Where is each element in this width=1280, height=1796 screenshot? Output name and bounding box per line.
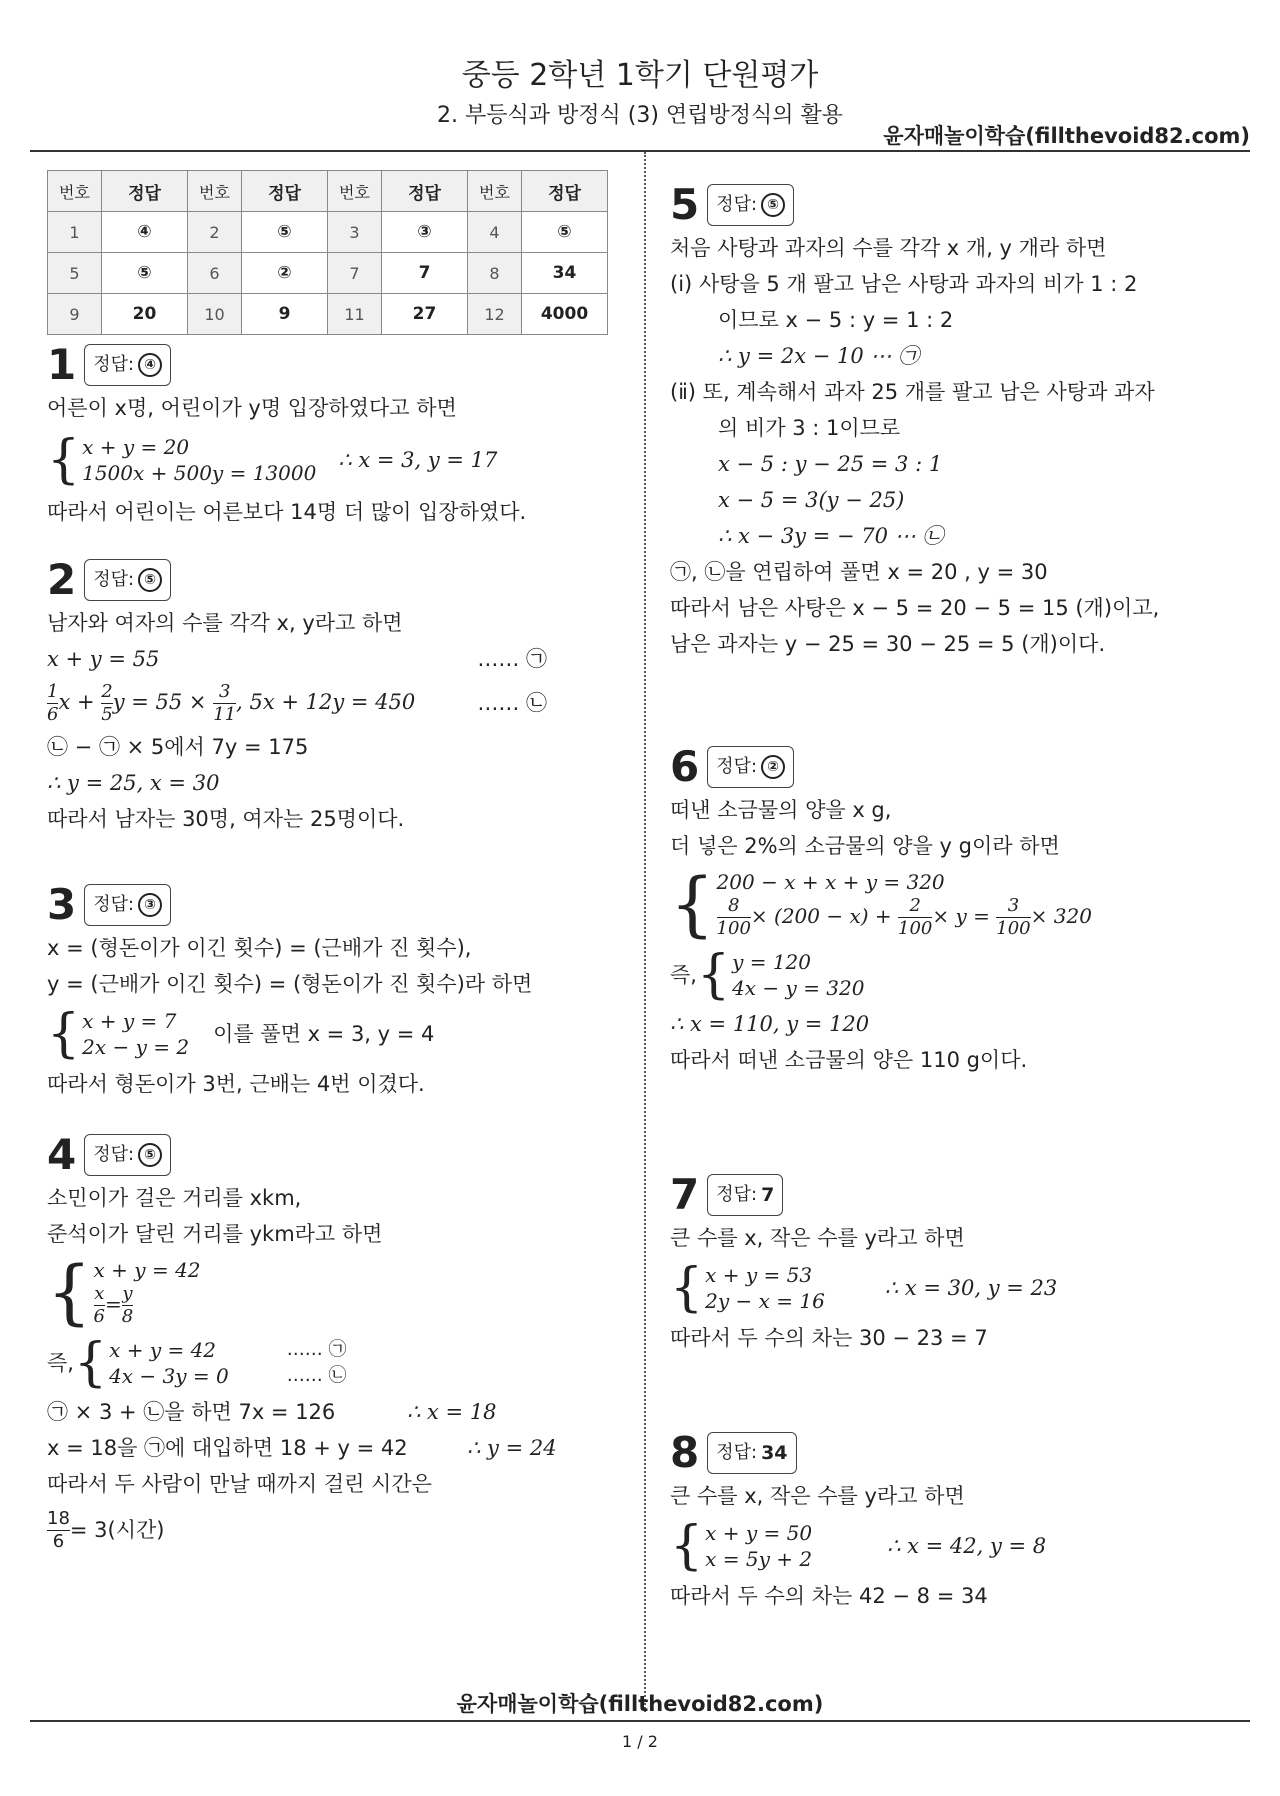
- table-cell-answer: ②: [242, 253, 328, 294]
- answer-table-header: [48, 171, 608, 212]
- answer-circle: ⑤: [761, 193, 785, 217]
- answer-circle: ④: [138, 353, 162, 377]
- table-cell-num: 6: [188, 253, 242, 294]
- page-subtitle: 2. 부등식과 방정식 (3) 연립방정식의 활용: [437, 103, 843, 128]
- text-line: 떠낸 소금물의 양을 x g,: [670, 798, 892, 822]
- solution: 이를 풀면 x = 3, y = 4: [213, 1022, 435, 1046]
- problem-1: [47, 340, 526, 530]
- text-line: ㉡ − ㉠ × 5에서 7y = 175: [47, 735, 309, 759]
- equation: ∴ x − 3y = − 70 ⋯ ㉡: [718, 524, 944, 548]
- text-line: 큰 수를 x, 작은 수를 y라고 하면: [670, 1226, 965, 1250]
- marker: …… ㉠: [477, 647, 547, 671]
- equation: x − 5 = 3(y − 25): [718, 488, 905, 512]
- header-num: 번호: [188, 171, 242, 212]
- problem-number: 4: [47, 1130, 77, 1179]
- conclusion: 따라서 떠낸 소금물의 양은 110 g이다.: [670, 1048, 1028, 1072]
- text-line: 남은 과자는 y − 25 = 30 − 25 = 5 (개)이다.: [670, 632, 1106, 656]
- conclusion: 따라서 남자는 30명, 여자는 25명이다.: [47, 807, 405, 831]
- text-line: 의 비가 3 : 1이므로: [718, 416, 901, 440]
- text-line: (ⅰ) 사탕을 5 개 팔고 남은 사탕과 과자의 비가 1 : 2: [670, 272, 1138, 296]
- table-cell-answer: 4000: [522, 294, 608, 335]
- table-row: [48, 212, 608, 253]
- answer-box: 정답: ⑤: [84, 1134, 171, 1176]
- solution: ∴ x = 110, y = 120: [670, 1012, 870, 1036]
- page-title: 중등 2학년 1학기 단원평가: [461, 58, 819, 93]
- equation: x − 5 : y − 25 = 3 : 1: [718, 452, 943, 476]
- text-line: ㉠, ㉡을 연립하여 풀면 x = 20 , y = 30: [670, 560, 1048, 584]
- problem-number: 1: [47, 340, 77, 389]
- table-cell-answer: 27: [382, 294, 468, 335]
- text-line: 따라서 남은 사탕은 x − 5 = 20 − 5 = 15 (개)이고,: [670, 596, 1160, 620]
- text-line: 더 넣은 2%의 소금물의 양을 y g이라 하면: [670, 834, 1060, 858]
- table-row: [48, 294, 608, 335]
- answer-box: 정답: ②: [707, 746, 794, 788]
- conclusion: 따라서 두 수의 차는 30 − 23 = 7: [670, 1326, 988, 1350]
- text-line: 준석이가 달린 거리를 ykm라고 하면: [47, 1222, 383, 1246]
- text-line: x = 18을 ㉠에 대입하면 18 + y = 42: [47, 1436, 408, 1460]
- conclusion: = 3(시간): [69, 1518, 165, 1542]
- table-cell-num: 12: [468, 294, 522, 335]
- table-cell-num: 5: [48, 253, 102, 294]
- conclusion: 따라서 두 수의 차는 42 − 8 = 34: [670, 1584, 988, 1608]
- table-cell-answer: 7: [382, 253, 468, 294]
- answer-circle: ②: [761, 755, 785, 779]
- text-line: (ⅱ) 또, 계속해서 과자 25 개를 팔고 남은 사탕과 과자: [670, 380, 1155, 404]
- text-line: 즉,: [670, 963, 697, 987]
- header-ans: 정답: [382, 171, 468, 212]
- answer-box: 정답: 34: [707, 1432, 796, 1474]
- text-line: 이므로 x − 5 : y = 1 : 2: [718, 308, 954, 332]
- equation-system: { x + y = 7 2x − y = 2: [47, 1004, 190, 1064]
- answer-circle: ⑤: [138, 568, 162, 592]
- answer-circle: ⑤: [138, 1143, 162, 1167]
- answer-value: 34: [761, 1442, 788, 1464]
- answer-box: 정답: ⑤: [707, 184, 794, 226]
- table-cell-num: 1: [48, 212, 102, 253]
- header-ans: 정답: [242, 171, 328, 212]
- problem-number: 7: [670, 1170, 700, 1219]
- fraction: $\frac{18}{6}$: [47, 1507, 70, 1552]
- table-cell-num: 10: [188, 294, 242, 335]
- solution: ∴ y = 24: [467, 1436, 557, 1460]
- equation: x + y = 55: [47, 647, 160, 671]
- answer-circle: ③: [138, 893, 162, 917]
- table-cell-answer: 20: [102, 294, 188, 335]
- equation-system: { y = 120 4x − y = 320: [696, 945, 865, 1005]
- page-number: 1 / 2: [622, 1732, 658, 1751]
- problem-number: 2: [47, 555, 77, 604]
- text-line: ㉠ × 3 + ㉡을 하면 7x = 126: [47, 1400, 336, 1424]
- header-num: 번호: [328, 171, 382, 212]
- solution: ∴ x = 18: [407, 1400, 497, 1424]
- answer-box: 정답: ⑤: [84, 559, 171, 601]
- solution: ∴ y = 25, x = 30: [47, 771, 220, 795]
- marker: …… ㉠: [286, 1339, 347, 1360]
- text-line: y = (근배가 이긴 횟수) = (형돈이가 진 횟수)라 하면: [47, 972, 533, 996]
- answer-box: 정답: ④: [84, 344, 171, 386]
- table-cell-answer: ⑤: [522, 212, 608, 253]
- table-cell-num: 4: [468, 212, 522, 253]
- table-cell-num: 8: [468, 253, 522, 294]
- header-ans: 정답: [102, 171, 188, 212]
- table-cell-answer: 9: [242, 294, 328, 335]
- conclusion: 따라서 형돈이가 3번, 근배는 4번 이겼다.: [47, 1072, 425, 1096]
- equation-fractions: $\frac{1}{6}$ x + $\frac{2}{5}$ y = 55 × $\frac{3}{11}$ , 5x + 12y = 450: [47, 680, 416, 725]
- equation-system: { x + y = 42 4x − 3y = 0: [73, 1333, 229, 1393]
- solution: ∴ x = 42, y = 8: [887, 1534, 1047, 1558]
- equation: ∴ y = 2x − 10 ⋯ ㉠: [718, 344, 920, 368]
- problem-4: [47, 1130, 567, 1558]
- answer-box: 정답: 7: [707, 1174, 783, 1216]
- equation-system: { x + y = 53 2y − x = 16: [670, 1258, 825, 1318]
- problem-8: [670, 1428, 1230, 1614]
- header-ans: 정답: [522, 171, 608, 212]
- bottom-rule: [30, 1720, 1250, 1722]
- problem-2: [47, 555, 547, 837]
- text-line: 즉,: [47, 1351, 74, 1375]
- column-divider: [644, 152, 646, 1712]
- text-line: 큰 수를 x, 작은 수를 y라고 하면: [670, 1484, 965, 1508]
- equation-system: { x + y = 42 $\frac{x}{6}$ = $\frac{y}{8}$: [47, 1251, 201, 1333]
- table-cell-answer: ④: [102, 212, 188, 253]
- table-cell-num: 2: [188, 212, 242, 253]
- table-row: [48, 253, 608, 294]
- table-cell-answer: ⑤: [102, 253, 188, 294]
- answer-table: [47, 170, 608, 335]
- marker: …… ㉡: [286, 1365, 347, 1386]
- text-line: 어른이 x명, 어린이가 y명 입장하였다고 하면: [47, 396, 457, 420]
- equation-system: { x + y = 50 x = 5y + 2: [670, 1516, 813, 1576]
- brand-header: 윤자매놀이학습(fillthevoid82.com): [883, 124, 1250, 148]
- table-cell-answer: ③: [382, 212, 468, 253]
- problem-number: 6: [670, 742, 700, 791]
- problem-3: [47, 880, 532, 1102]
- problem-number: 8: [670, 1428, 700, 1477]
- equation-system: { x + y = 20 1500x + 500y = 13000: [47, 430, 317, 490]
- table-cell-answer: ⑤: [242, 212, 328, 253]
- solution: ∴ x = 3, y = 17: [338, 448, 498, 472]
- text-line: 처음 사탕과 과자의 수를 각각 x 개, y 개라 하면: [670, 236, 1107, 260]
- text-line: 소민이가 걸은 거리를 xkm,: [47, 1186, 302, 1210]
- brand-footer: 윤자매놀이학습(fillthevoid82.com): [456, 1692, 824, 1716]
- table-cell-num: 3: [328, 212, 382, 253]
- top-rule: [30, 150, 1250, 152]
- conclusion: 따라서 어린이는 어른보다 14명 더 많이 입장하였다.: [47, 500, 527, 524]
- table-cell-num: 11: [328, 294, 382, 335]
- answer-value: 7: [761, 1184, 775, 1206]
- table-cell-answer: 34: [522, 253, 608, 294]
- answer-box: 정답: ③: [84, 884, 171, 926]
- equation-system: { 200 − x + x + y = 320 $\frac{8}{100}$ × (200 − x) + $\frac{2}{100}$ × y = $\frac{3}{100}$ × 320: [670, 863, 1092, 945]
- text-line: 따라서 두 사람이 만날 때까지 걸린 시간은: [47, 1472, 432, 1496]
- text-line: 남자와 여자의 수를 각각 x, y라고 하면: [47, 611, 403, 635]
- header-num: 번호: [468, 171, 522, 212]
- problem-7: [670, 1170, 1230, 1356]
- table-cell-num: 7: [328, 253, 382, 294]
- solution: ∴ x = 30, y = 23: [884, 1276, 1058, 1300]
- problem-number: 5: [670, 180, 700, 229]
- problem-6: [670, 742, 1230, 1078]
- header-num: 번호: [48, 171, 102, 212]
- text-line: x = (형돈이가 이긴 횟수) = (근배가 진 횟수),: [47, 936, 472, 960]
- problem-number: 3: [47, 880, 77, 929]
- table-cell-num: 9: [48, 294, 102, 335]
- problem-5: [670, 180, 1230, 662]
- marker: …… ㉡: [477, 691, 547, 715]
